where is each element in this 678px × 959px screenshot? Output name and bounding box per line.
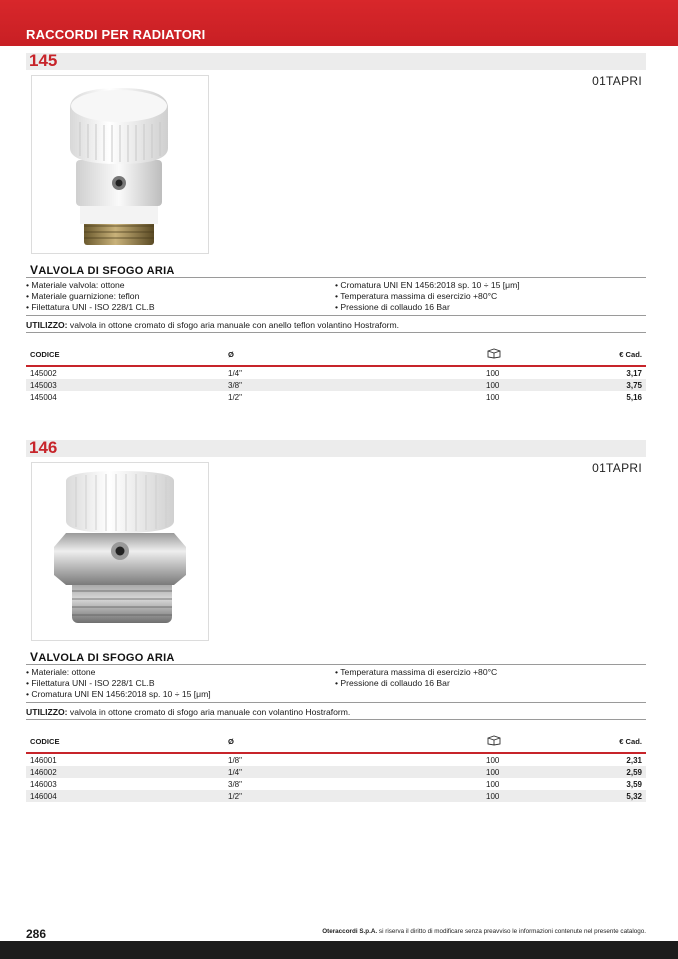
col-diameter: Ø [224,343,482,366]
feature-item: • Cromatura UNI EN 1456:2018 sp. 10 ÷ 15 [μm] [335,280,520,291]
section-number: 145 [29,51,58,70]
usage-note: UTILIZZO: valvola in ottone cromato di sfogo aria manuale con volantino Hostraform. [26,707,351,717]
feature-item: • Filettatura UNI - ISO 228/1 CL.B [26,678,211,689]
table-row: 145004 1/2" 100 5,16 [30,392,642,402]
package-icon [482,730,580,753]
feature-list [26,667,646,701]
product-photo [31,75,209,254]
feature-list [26,280,646,314]
table-row: 146004 1/2" 100 5,32 [26,790,646,802]
feature-item: • Temperatura massima di esercizio +80°C [335,667,497,678]
usage-note: UTILIZZO: valvola in ottone cromato di sfogo aria manuale con anello teflon volantino Hostraform. [26,320,400,330]
brand-label: 01TAPRI [592,461,642,475]
divider [26,664,646,665]
section-bar [26,53,646,70]
feature-item: • Materiale: ottone [26,667,211,678]
header-title: RACCORDI PER RADIATORI [26,27,206,42]
feature-item: • Cromatura UNI EN 1456:2018 sp. 10 ÷ 15 [μm] [26,689,211,700]
divider [26,702,646,703]
col-code: CODICE [26,343,224,366]
price-table [26,730,646,802]
col-price: € Cad. [580,343,646,366]
brand-label: 01TAPRI [592,74,642,88]
package-icon [482,343,580,366]
table-row: 146002 1/4" 100 2,59 [26,766,646,778]
feature-item: • Pressione di collaudo 16 Bar [335,678,497,689]
page-number: 286 [26,927,47,941]
product-title: VALVOLA DI SFOGO ARIA [30,263,175,277]
product-title: VALVOLA DI SFOGO ARIA [30,650,175,664]
table-header [26,730,646,753]
divider [26,719,646,720]
page-header [0,0,678,46]
footer-disclaimer: Oteraccordi S.p.A. si riserva il diritto di modificare senza preavviso le informazioni contenute nel presente catalogo. [322,928,646,935]
table-row: 146001 1/8" 100 2,31 [30,755,642,765]
col-price: € Cad. [580,730,646,753]
section-bar [26,440,646,457]
feature-item: • Materiale guarnizione: teflon [26,291,155,302]
feature-item: • Materiale valvola: ottone [26,280,155,291]
col-code: CODICE [26,730,224,753]
table-header [26,343,646,366]
section-number: 146 [29,438,58,457]
feature-item: • Filettatura UNI - ISO 228/1 CL.B [26,302,155,313]
product-section-146 [26,440,646,820]
feature-item: • Temperatura massima di esercizio +80°C [335,291,520,302]
divider [26,332,646,333]
table-row: 145003 3/8" 100 3,75 [26,379,646,391]
feature-item: • Pressione di collaudo 16 Bar [335,302,520,313]
footer-bar [0,941,678,959]
table-row: 145002 1/4" 100 3,17 [30,368,642,378]
product-photo [31,462,209,641]
divider [26,315,646,316]
table-row: 146003 3/8" 100 3,59 [30,779,642,789]
price-table [26,343,646,403]
divider [26,277,646,278]
col-diameter: Ø [224,730,482,753]
product-section-145 [26,53,646,413]
